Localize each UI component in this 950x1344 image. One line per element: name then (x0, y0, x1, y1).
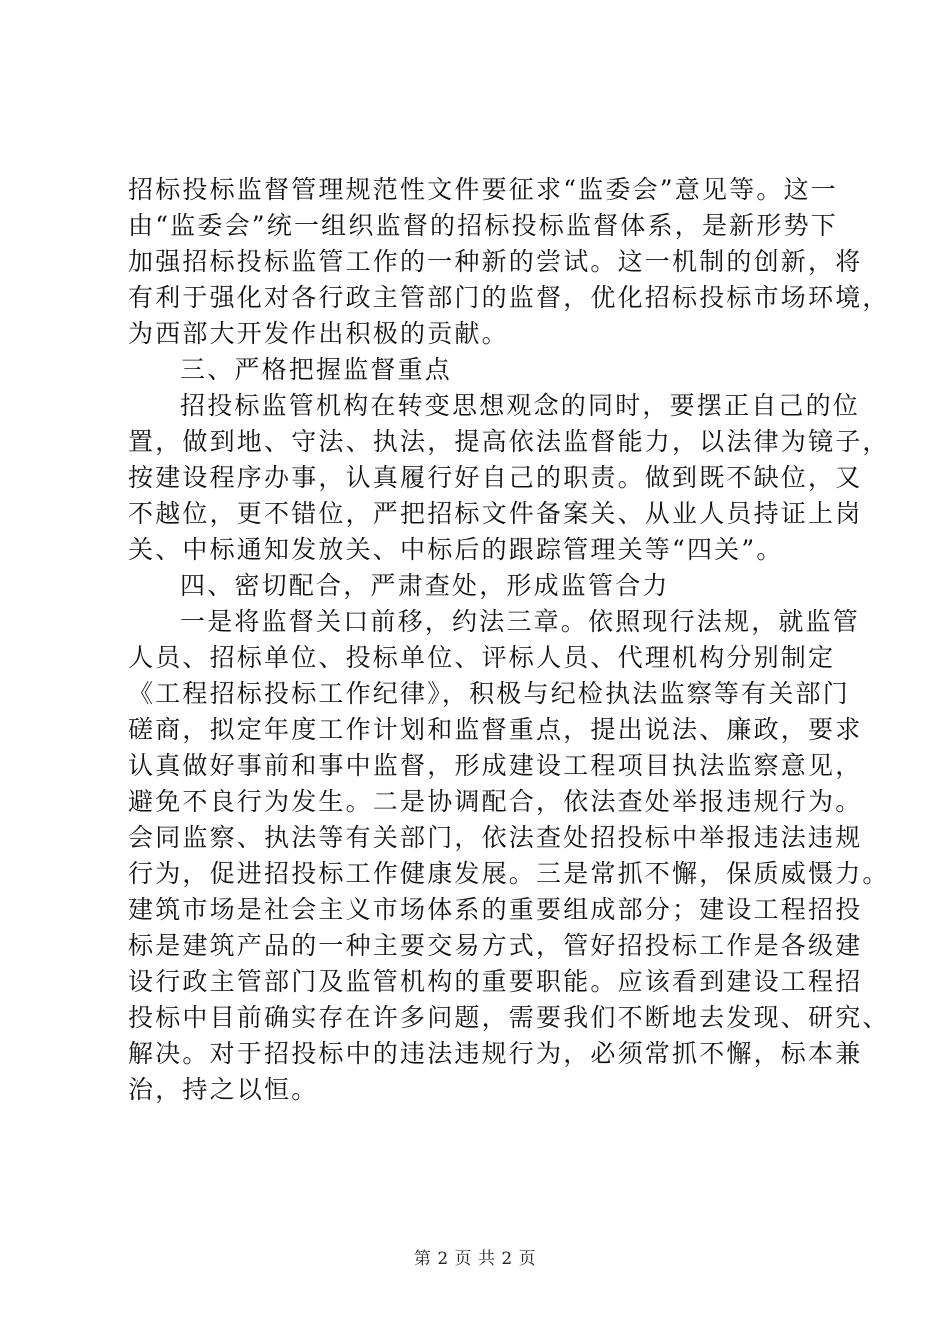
text-line: 设行政主管部门及监管机构的重要职能。应该看到建设工程招 (128, 967, 863, 996)
document-body (128, 172, 890, 1108)
text-line: 人员、招标单位、投标单位、评标人员、代理机构分别制定 (128, 643, 836, 672)
text-line: 加强招标投标监管工作的一种新的尝试。这一机制的创新，将 (128, 247, 863, 276)
text-line: 避免不良行为发生。二是协调配合，依法查处举报违规行为。 (128, 787, 863, 816)
section-heading: 四、密切配合，严肃查处，形成监管合力 (180, 571, 670, 600)
text-line: 标是建筑产品的一种主要交易方式，管好招投标工作是各级建 (128, 931, 863, 960)
text-line: 招标投标监督管理规范性文件要征求“监委会”意见等。这一 (128, 175, 838, 204)
text-line: 有利于强化对各行政主管部门的监督，优化招标投标市场环境， (128, 283, 890, 312)
text-line: 《工程招标投标工作纪律》，积极与纪检执法监察等有关部门 (128, 679, 850, 708)
text-line: 关、中标通知发放关、中标后的跟踪管理关等“四关”。 (128, 535, 784, 564)
text-line: 不越位，更不错位，严把招标文件备案关、从业人员持证上岗 (128, 499, 863, 528)
text-line: 解决。对于招投标中的违法违规行为，必须常抓不懈，标本兼 (128, 1039, 863, 1068)
text-line: 建筑市场是社会主义市场体系的重要组成部分；建设工程招投 (128, 895, 863, 924)
text-line: 一是将监督关口前移，约法三章。依照现行法规，就监管 (180, 607, 861, 636)
text-line: 为西部大开发作出积极的贡献。 (128, 319, 509, 348)
text-line: 磋商，拟定年度工作计划和监督重点，提出说法、廉政，要求 (128, 715, 863, 744)
page-number-footer: 第 2 页 共 2 页 (413, 1249, 537, 1269)
text-line: 投标中目前确实存在许多问题，需要我们不断地去发现、研究、 (128, 1003, 890, 1032)
text-line: 招投标监管机构在转变思想观念的同时，要摆正自己的位 (180, 391, 861, 420)
text-line: 治，持之以恒。 (128, 1075, 319, 1104)
text-line: 会同监察、执法等有关部门，依法查处招投标中举报违法违规 (128, 823, 863, 852)
text-line: 认真做好事前和事中监督，形成建设工程项目执法监察意见， (128, 751, 863, 780)
text-line: 由“监委会”统一组织监督的招标投标监督体系，是新形势下 (128, 211, 838, 240)
text-line: 按建设程序办事，认真履行好自己的职责。做到既不缺位，又 (128, 463, 863, 492)
text-line: 行为，促进招投标工作健康发展。三是常抓不懈，保质威慑力。 (128, 859, 890, 888)
section-heading: 三、严格把握监督重点 (180, 355, 453, 384)
text-line: 置，做到地、守法、执法，提高依法监督能力，以法律为镜子， (128, 427, 890, 456)
